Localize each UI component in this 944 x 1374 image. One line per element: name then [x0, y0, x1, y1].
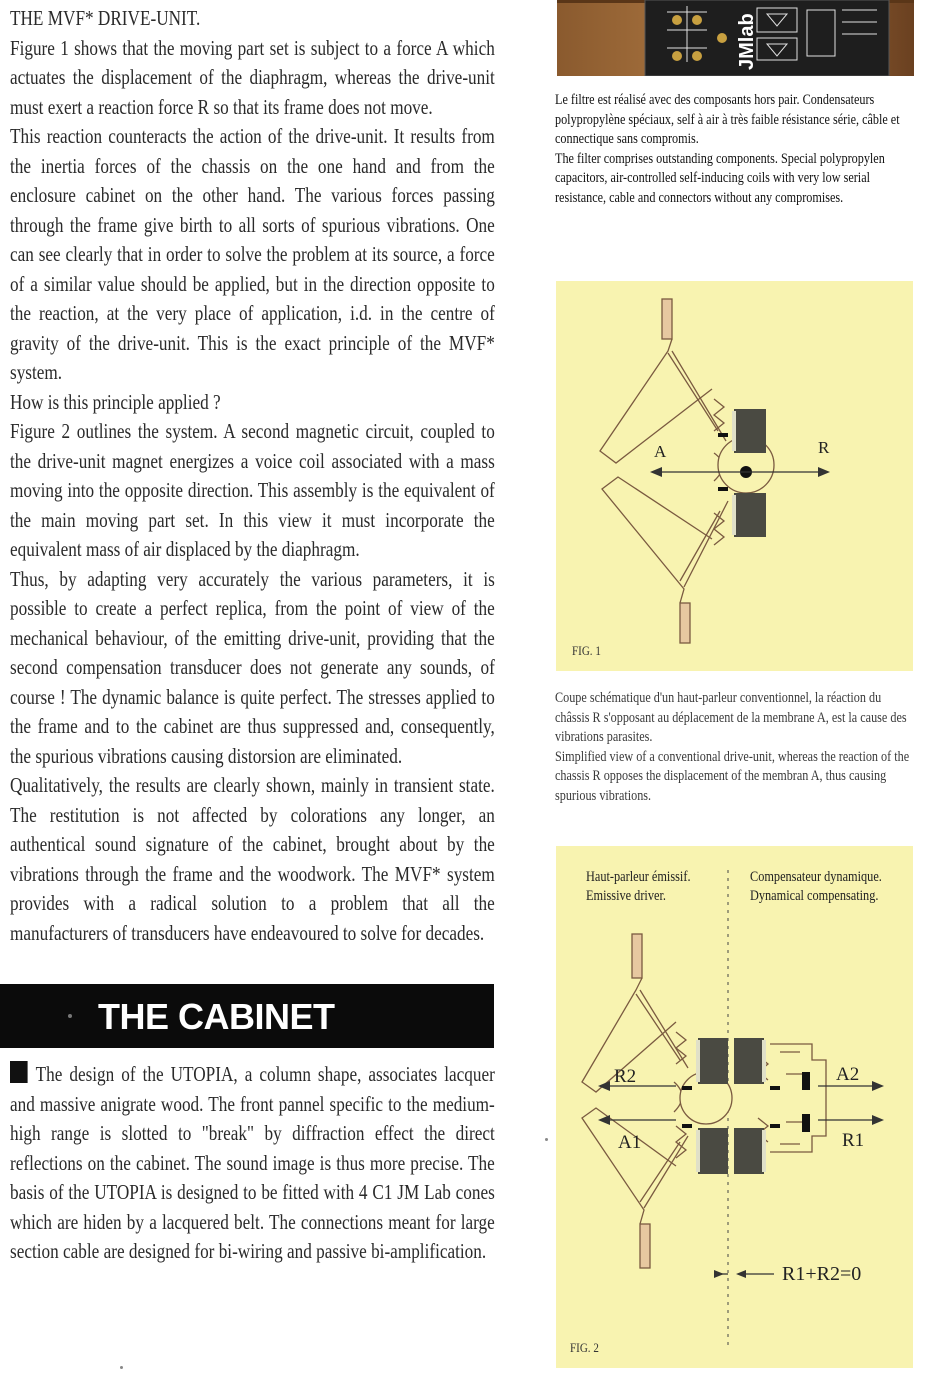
bottom-dot [120, 1366, 123, 1369]
paragraph-4: Figure 2 outlines the system. A second magnetic circuit, coupled to the drive-unit magnet energizes a voice coil associated with a mass moving into the opposite direction. This assembly is the equivalent of the main moving part set. In this view it must incorporate the equivalent mass of air displaced by the diaphragm. [10, 419, 495, 561]
force-r1-label: R1 [842, 1130, 865, 1151]
paragraph-3: How is this principle applied ? [10, 389, 221, 414]
cabinet-heading: THE CABINET [98, 996, 335, 1037]
cabinet-paragraph: The design of the UTOPIA, a column shape, associates lacquer and massive anigrate wood. The front pannel specific to the medium-high range is slotted to "break" by diffraction effect the direct reflections on the cabinet. The sound image is thus more precise. The basis of the UTOPIA is designed to be fitted with 4 C1 JM Lab cones which are hiden by a lacquered belt. The connections meant for large section cable are designed for bi-wiring and passive bi-amplification. [10, 1062, 495, 1263]
photo-caption [555, 91, 916, 208]
figure-2-diagram [556, 846, 913, 1368]
emissive-heading-fr: Haut-parleur émissif. [586, 869, 691, 885]
emissive-heading-en: Emissive driver. [586, 888, 666, 904]
cabinet-body [10, 1060, 495, 1267]
photo-caption-french: Le filtre est réalisé avec des composants hors pair. Condensateurs polypropylène spéciaux, self à air à très faible résistance série, câble et connectique sans compromis. [555, 92, 900, 147]
section-heading: THE MVF* DRIVE-UNIT. [10, 6, 201, 30]
photo-caption-english: The filter comprises outstanding components. Special polypropylen capacitors, air-controlled self-inducing coils with very low serial resistance, cable and connectors without any compromises. [555, 150, 885, 206]
filter-photo [557, 0, 914, 76]
figure-2 [556, 846, 913, 1368]
paragraph-5: Thus, by adapting very accurately the various parameters, it is possible to create a perfect replica, from the point of view of the mechanical behaviour, of the emitting drive-unit, providing that the second compensation transducer does not generate any sounds, of course ! The dynamic balance is quite perfect. The stresses applied to the frame and to the cabinet are thus suppressed and, consequently, the spurious vibrations causing distorsion are eliminated. [10, 566, 495, 768]
figure-1-label: FIG. 1 [572, 643, 601, 658]
figure-1-caption-french: Coupe schématique d'un haut-parleur conventionnel, la réaction du châssis R s'opposant au déplacement de la membrane A, est la cause des vibrations parasites. [555, 690, 907, 745]
figure-1-caption [555, 689, 916, 806]
paragraph-6: Qualitatively, the results are clearly shown, mainly in transient state. The restitution is not affected by colorations any longer, an authentical sound signature of the cabinet, brought about by the vibrations through the frame and the woodwork. The MVF* system provides with a radical solution to a problem that all the manufacturers of transducers have endeavoured to solve for decades. [10, 773, 495, 945]
compensator-heading-fr: Compensateur dynamique. [750, 869, 882, 885]
force-a1-label: A1 [618, 1132, 642, 1153]
figure-2-label: FIG. 2 [570, 1340, 599, 1355]
paragraph-2: This reaction counteracts the action of the drive-unit. It results from the inertia forces of the chassis on the one hand and from the enclosure cabinet on the other hand. The various forces passing through the frame give birth to all sorts of spurious vibrations. One can see clearly that in order to solve the problem at its source, a force of a similar value should be applied, but in the direction opposite to the reaction, at the very place of application, i.d. in the centre of gravity of the drive-unit. This is the exact principle of the MVF* system. [10, 124, 495, 384]
figure-1 [556, 281, 913, 671]
equation-label: R1+R2=0 [782, 1263, 862, 1285]
figure-1-caption-english: Simplified view of a conventional drive-unit, whereas the reaction of the chassis R opposes the displacement of the membran A, thus causing spurious vibrations. [555, 748, 910, 804]
compensator-heading-en: Dynamical compensating. [750, 888, 879, 904]
force-r2-label: R2 [614, 1066, 637, 1087]
margin-dot [545, 1138, 548, 1141]
paragraph-1: Figure 1 shows that the moving part set is subject to a force A which actuates the displacement of the diaphragm, whereas the drive-unit must exert a reaction force R so that its frame does not move. [10, 35, 495, 119]
square-bullet-icon [10, 1061, 28, 1083]
banner-dot [68, 1014, 72, 1018]
force-a-label: A [654, 442, 667, 461]
photo-brand-text: JMlab [736, 13, 758, 70]
filter-photo-image [557, 0, 914, 76]
cabinet-heading-banner [0, 984, 494, 1048]
force-r-label: R [818, 438, 830, 457]
article-body [10, 4, 495, 948]
figure-1-diagram [556, 281, 913, 671]
force-a2-label: A2 [836, 1064, 860, 1085]
